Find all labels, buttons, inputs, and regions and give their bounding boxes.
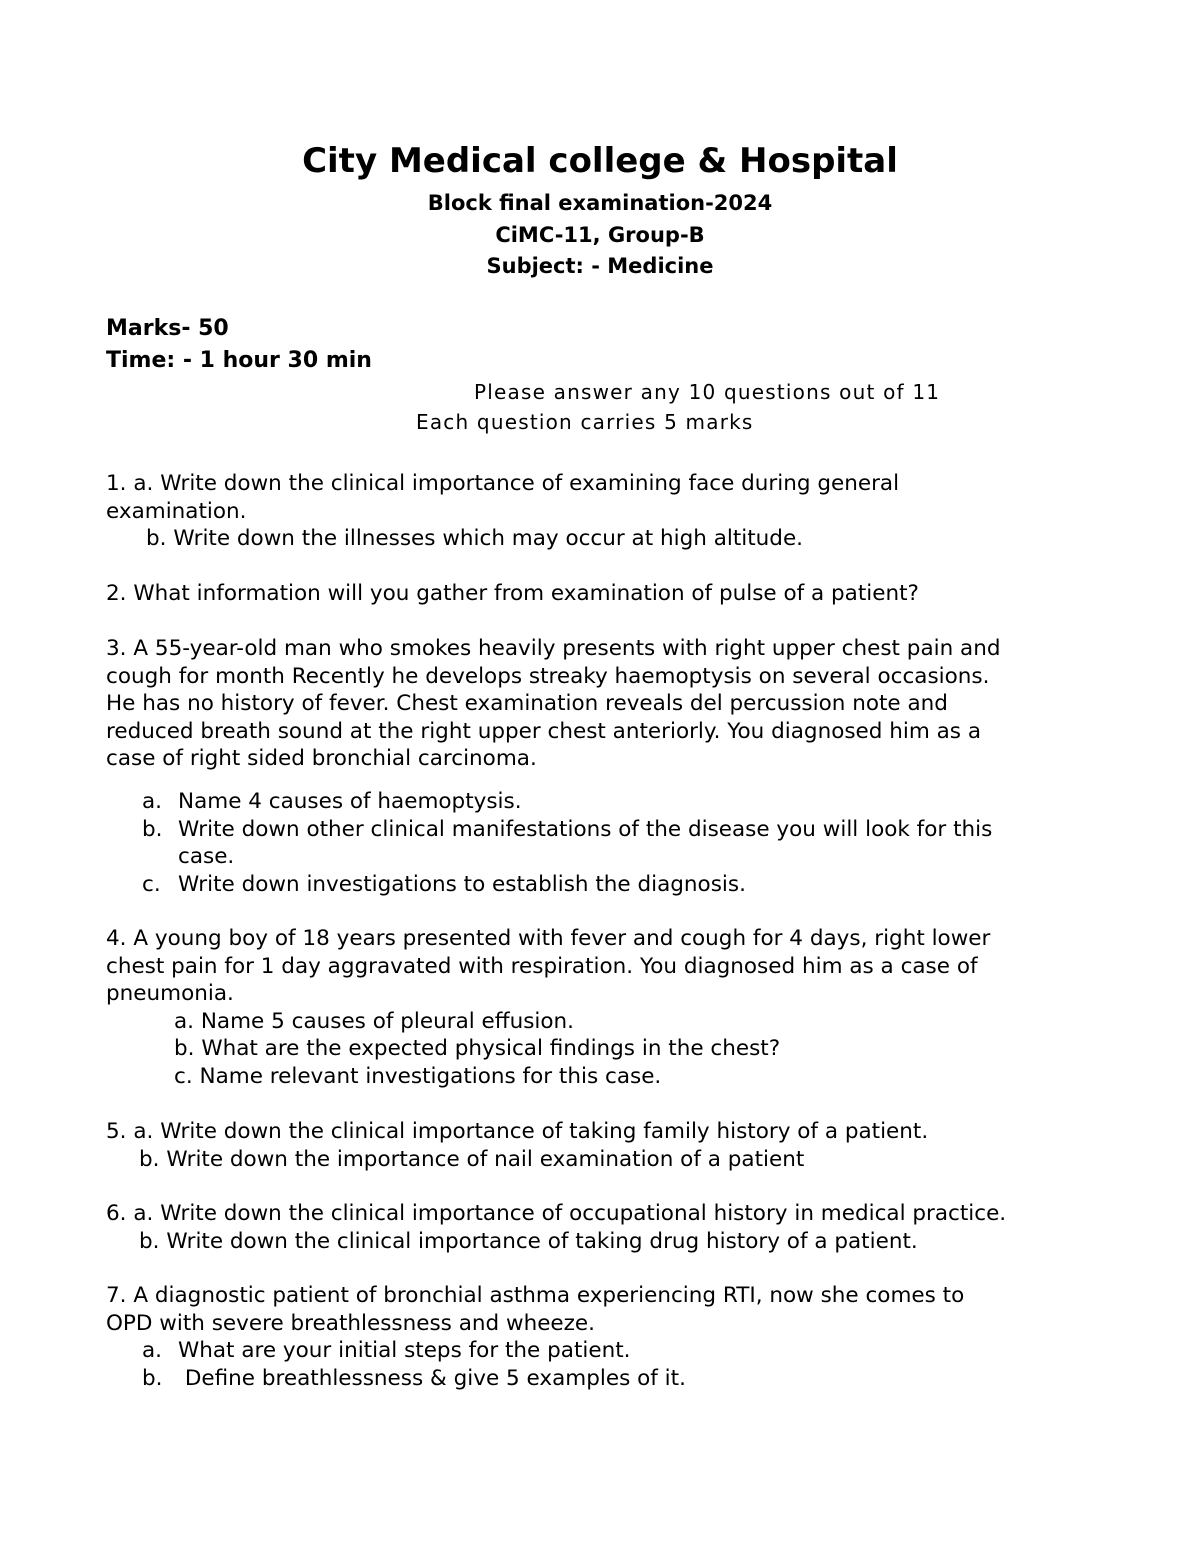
- question-6-part-b: b. Write down the clinical importance of taking drug history of a patient.: [139, 1228, 918, 1254]
- question-3-part-c-text: Write down investigations to establish the diagnosis.: [178, 871, 746, 897]
- question-2: [106, 580, 1106, 608]
- question-4-stem-line-1: 4. A young boy of 18 years presented with fever and cough for 4 days, right lower: [106, 926, 991, 951]
- question-3-stem-line-2: cough for month Recently he develops streaky haemoptysis on several occasions.: [106, 663, 990, 689]
- question-3-parts: [106, 788, 1106, 898]
- institution-title: City Medical college & Hospital: [302, 141, 898, 181]
- question-3-part-a-marker: a.: [142, 789, 163, 814]
- question-5-part-a: 5. a. Write down the clinical importance of taking family history of a patient.: [106, 1119, 929, 1144]
- question-1-line-2: examination.: [106, 498, 247, 524]
- question-3: [106, 635, 1106, 773]
- question-3-stem-line-1: 3. A 55-year-old man who smokes heavily presents with right upper chest pain and: [106, 636, 1001, 661]
- question-7-stem-line-2: OPD with severe breathlessness and wheeze.: [106, 1310, 595, 1336]
- question-4: [106, 925, 1106, 1090]
- question-4-stem-line-3: pneumonia.: [106, 981, 234, 1006]
- question-7-part-a-marker: a.: [142, 1338, 163, 1363]
- question-7-stem-line-1: 7. A diagnostic patient of bronchial asthma experiencing RTI, now she comes to: [106, 1283, 965, 1308]
- question-3-stem-line-4: reduced breath sound at the right upper chest anteriorly. You diagnosed him as a: [106, 718, 982, 744]
- question-4-part-c: c. Name relevant investigations for this case.: [174, 1063, 662, 1089]
- question-6-part-a: 6. a. Write down the clinical importance of occupational history in medical practice.: [106, 1201, 1007, 1226]
- question-3-part-b: [106, 816, 1106, 871]
- question-1: [106, 470, 1106, 553]
- question-7-part-b-marker: b.: [142, 1365, 163, 1391]
- question-7-part-a: [106, 1337, 1106, 1365]
- question-3-part-b-text-2: case.: [178, 844, 235, 869]
- marks-label: Marks- 50: [106, 316, 229, 341]
- question-4-part-a: a. Name 5 causes of pleural effusion.: [174, 1008, 575, 1034]
- subject-label: Subject: - Medicine: [486, 254, 714, 278]
- question-6: [106, 1200, 1106, 1255]
- exam-title: Block final examination-2024: [427, 191, 773, 215]
- question-3-stem-line-3: He has no history of fever. Chest examination reveals del percussion note and: [106, 691, 948, 716]
- instruction-line-1: Please answer any 10 questions out of 11: [474, 380, 941, 404]
- question-7: [106, 1282, 1106, 1392]
- question-4-part-b: b. What are the expected physical findings in the chest?: [174, 1036, 781, 1061]
- question-5: [106, 1118, 1106, 1173]
- question-4-stem-line-2: chest pain for 1 day aggravated with respiration. You diagnosed him as a case of: [106, 953, 978, 979]
- question-7-part-b-text: Define breathlessness & give 5 examples of it.: [178, 1365, 686, 1391]
- question-2-line-1: 2. What information will you gather from examination of pulse of a patient?: [106, 581, 919, 606]
- question-3-stem-line-5: case of right sided bronchial carcinoma.: [106, 746, 537, 771]
- question-3-part-a-text: Name 4 causes of haemoptysis.: [178, 789, 522, 814]
- question-3-part-b-marker: b.: [142, 816, 163, 842]
- batch-label: CiMC-11, Group-B: [495, 223, 705, 247]
- question-3-part-c: [106, 871, 1106, 899]
- question-1-line-1: 1. a. Write down the clinical importance of examining face during general: [106, 471, 900, 496]
- question-7-part-a-text: What are your initial steps for the patient.: [178, 1338, 631, 1363]
- instruction-line-2: Each question carries 5 marks: [416, 410, 754, 434]
- question-3-part-a: [106, 788, 1106, 816]
- question-7-part-b: [106, 1365, 1106, 1393]
- question-1-part-b: b. Write down the illnesses which may occur at high altitude.: [146, 526, 804, 551]
- time-label: Time: - 1 hour 30 min: [106, 348, 372, 373]
- question-5-part-b: b. Write down the importance of nail examination of a patient: [139, 1146, 805, 1172]
- question-3-part-b-text-1: Write down other clinical manifestations of the disease you will look for this: [178, 816, 993, 842]
- question-3-part-c-marker: c.: [142, 871, 161, 897]
